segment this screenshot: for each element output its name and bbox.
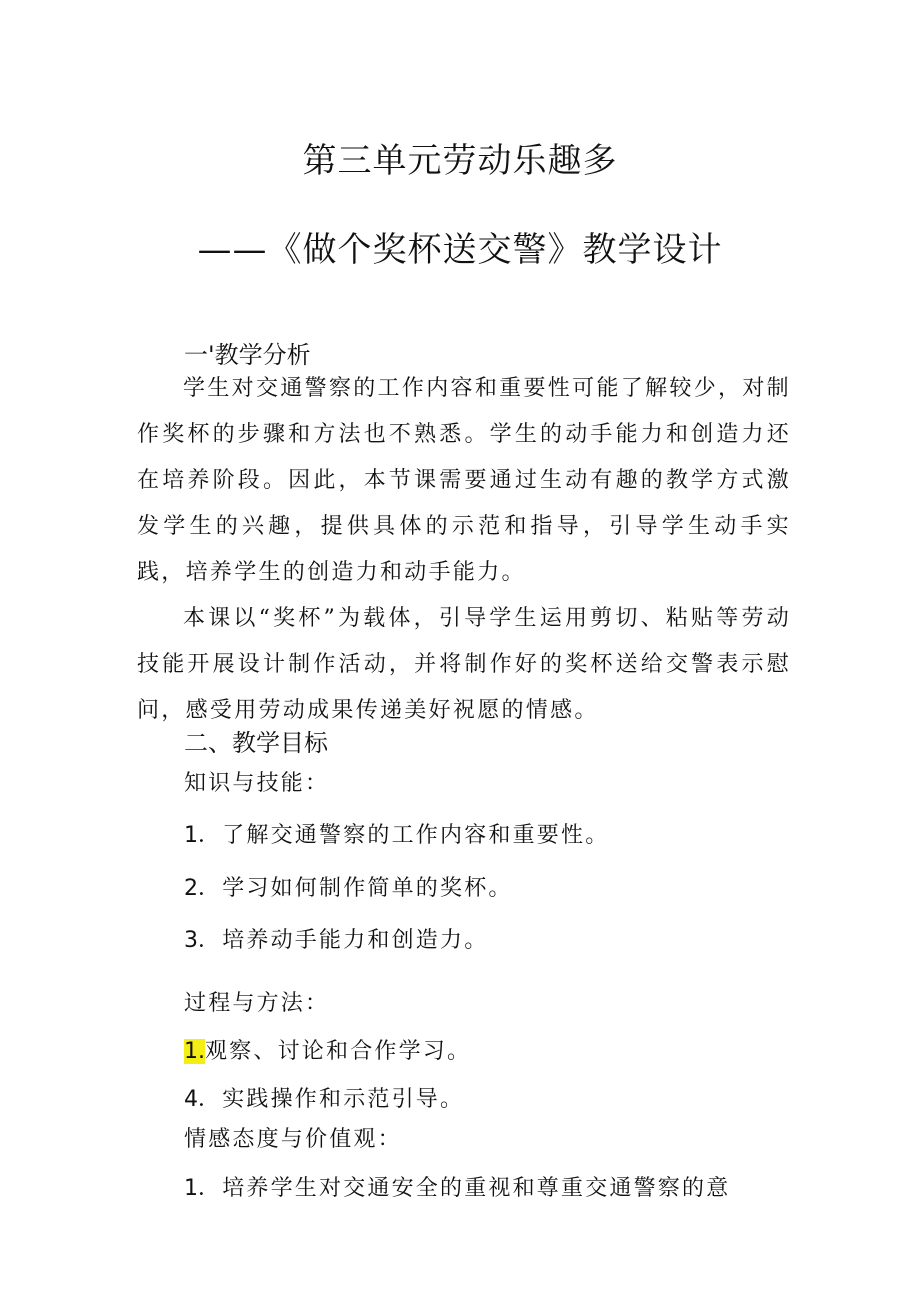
list-text: 观察、讨论和合作学习。 [205,1039,472,1064]
list-item [184,1171,730,1202]
document-subtitle: ——《做个奖杯送交警》教学设计 [197,230,723,270]
list-number: 3 [184,928,198,953]
list-text: ．学习如何制作简单的奖杯。 [198,876,513,901]
document-title: 第三单元劳动乐趣多 [302,141,618,181]
knowledge-label: 知识与技能： [184,771,330,796]
list-number: 1 [184,1176,198,1201]
paragraph-analysis-1: 学生对交通警察的工作内容和重要性可能了解较少，对制作奖杯的步骤和方法也不熟悉。学生的动手能力和创造力还在培养阶段。因此，本节课需要通过生动有趣的教学方式激发学生的兴趣，提供具体的示范和指导，引导学生动手实践，培养学生的创造力和动手能力。 [137,376,791,585]
list-item [184,923,488,954]
list-item [184,871,513,902]
highlighted-list-number: 1. [184,1039,205,1064]
list-number: 2 [184,876,198,901]
list-text: ．了解交通警察的工作内容和重要性。 [198,823,610,848]
process-label: 过程与方法： [184,991,330,1016]
paragraph-analysis-2: 本课以“奖杯”为载体，引导学生运用剪切、粘贴等劳动技能开展设计制作活动，并将制作好的奖杯送给交警表示慰问，感受用劳动成果传递美好祝愿的情感。 [137,606,791,723]
emotion-label: 情感态度与价值观： [184,1127,402,1152]
section-heading-objectives: 二、教学目标 [184,729,328,757]
list-text: ．实践操作和示范引导。 [198,1087,465,1112]
list-item [184,1034,471,1065]
list-number: 4 [184,1087,198,1112]
section-heading-analysis: 一'教学分析 [184,341,311,369]
list-item [184,818,609,849]
list-text: ．培养动手能力和创造力。 [198,928,489,953]
list-item [184,1082,464,1113]
list-number: 1 [184,823,198,848]
list-text: ．培养学生对交通安全的重视和尊重交通警察的意 [198,1176,731,1201]
